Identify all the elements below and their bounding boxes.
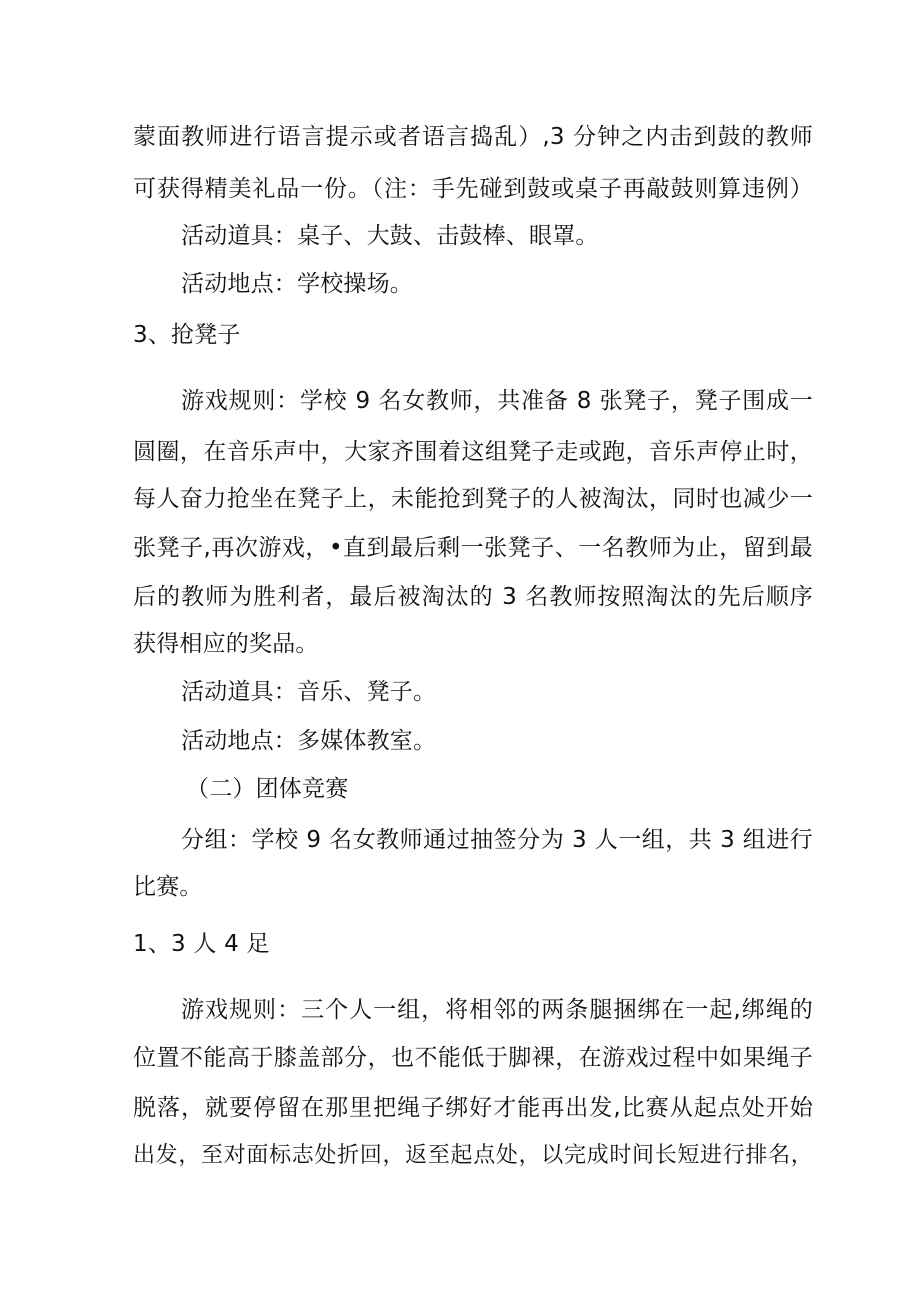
section-heading: （二）团体竞赛 <box>186 776 349 802</box>
paragraph-line: 每人奋力抢坐在凳子上，未能抢到凳子的人被淘汰，同时也减少一 <box>133 486 813 512</box>
paragraph-line: 后的教师为胜利者，最后被淘汰的 3 名教师按照淘汰的先后顺序 <box>133 584 813 610</box>
paragraph-line: 位置不能高于膝盖部分，也不能低于脚裸，在游戏过程中如果绳子 <box>133 1045 813 1071</box>
paragraph-line: 张凳子,再次游戏，•直到最后剩一张凳子、一名教师为止，留到最 <box>133 535 813 561</box>
paragraph-line: 比赛。 <box>133 874 203 900</box>
section-heading: 3、抢凳子 <box>133 322 241 348</box>
paragraph-line: 圆圈，在音乐声中，大家齐围着这组凳子走或跑，音乐声停止时， <box>133 439 813 465</box>
paragraph-line: 活动地点：多媒体教室。 <box>181 728 437 754</box>
paragraph-line: 获得相应的奖品。 <box>133 631 319 657</box>
paragraph-line: 活动道具：音乐、凳子。 <box>181 679 437 705</box>
paragraph-line: 可获得精美礼品一份。（注：手先碰到鼓或桌子再敲鼓则算违例） <box>133 176 813 202</box>
paragraph-line: 分组：学校 9 名女教师通过抽签分为 3 人一组，共 3 组进行 <box>181 827 813 853</box>
section-heading: 1、3 人 4 足 <box>133 931 270 957</box>
paragraph-line: 游戏规则：学校 9 名女教师，共准备 8 张凳子，凳子围成一 <box>181 388 813 414</box>
paragraph-line: 活动地点：学校操场。 <box>181 271 413 297</box>
paragraph-line: 游戏规则：三个人一组，将相邻的两条腿捆绑在一起,绑绳的 <box>181 997 813 1023</box>
paragraph-line: 出发，至对面标志处折回，返至起点处，以完成时间长短进行排名， <box>133 1143 813 1168</box>
paragraph-line: 活动道具：桌子、大鼓、击鼓棒、眼罩。 <box>181 223 599 249</box>
paragraph-line: 蒙面教师进行语言提示或者语言捣乱）,3 分钟之内击到鼓的教师 <box>133 124 813 150</box>
paragraph-line: 脱落，就要停留在那里把绳子绑好才能再出发,比赛从起点处开始 <box>133 1095 813 1121</box>
